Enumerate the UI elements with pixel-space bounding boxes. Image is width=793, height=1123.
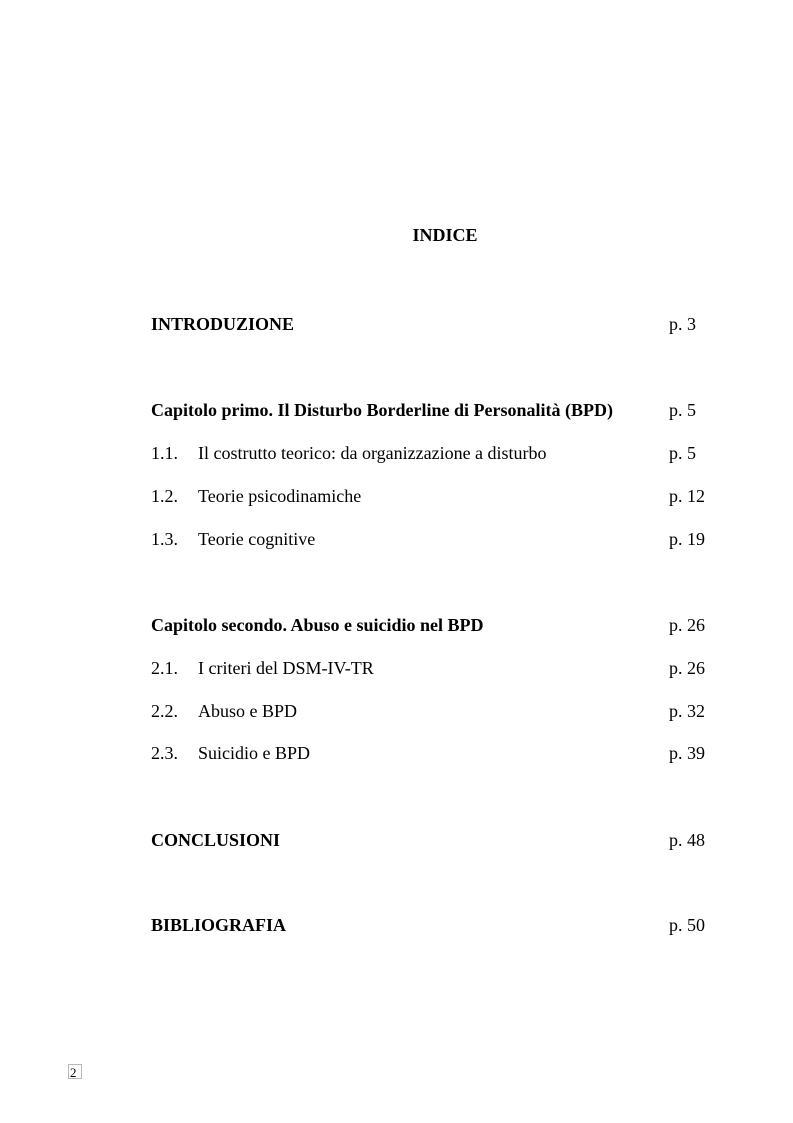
toc-entry-introduzione: [151, 313, 751, 335]
toc-entry-text: Teorie psicodinamiche: [198, 486, 362, 506]
toc-entry-page: p. 50: [669, 915, 705, 935]
toc-entry-text: INTRODUZIONE: [151, 314, 295, 334]
toc-entry-page: p. 5: [669, 400, 696, 420]
toc-entry-page: p. 39: [669, 743, 705, 763]
toc-entry-number: 2.1.: [151, 658, 178, 678]
toc-entry-1-3: [151, 528, 751, 550]
toc-entry-page: p. 26: [669, 615, 705, 635]
page-title: INDICE: [412, 225, 478, 245]
toc-entry-text: Suicidio e BPD: [198, 743, 311, 763]
toc-entry-1-1: [151, 442, 751, 464]
toc-entry-page: p. 48: [669, 830, 705, 850]
toc-entry-page: p. 3: [669, 314, 696, 334]
toc-entry-text: BIBLIOGRAFIA: [151, 915, 287, 935]
page-number: 2: [68, 1064, 82, 1079]
toc-entry-page: p. 32: [669, 701, 705, 721]
toc-entry-chapter-1: [151, 399, 751, 421]
toc-entry-number: 1.3.: [151, 529, 178, 549]
toc-entry-text: I criteri del DSM-IV-TR: [198, 658, 374, 678]
toc-entry-number: 2.2.: [151, 701, 178, 721]
toc-entry-1-2: [151, 485, 751, 507]
toc-entry-text: Capitolo secondo. Abuso e suicidio nel BPD: [151, 615, 484, 635]
toc-entry-2-2: [151, 700, 751, 722]
toc-entry-2-1: [151, 657, 751, 679]
toc-entry-bibliografia: [151, 914, 751, 936]
toc-entry-number: 1.1.: [151, 443, 178, 463]
toc-entry-text: CONCLUSIONI: [151, 830, 281, 850]
toc-entry-page: p. 5: [669, 443, 696, 463]
toc-entry-2-3: [151, 742, 751, 764]
toc-entry-page: p. 12: [669, 486, 705, 506]
toc-entry-conclusioni: [151, 829, 751, 851]
toc-entry-page: p. 26: [669, 658, 705, 678]
toc-entry-page: p. 19: [669, 529, 705, 549]
toc-entry-chapter-2: [151, 614, 751, 636]
toc-entry-number: 1.2.: [151, 486, 178, 506]
toc-entry-text: Teorie cognitive: [198, 529, 316, 549]
toc-entry-number: 2.3.: [151, 743, 178, 763]
toc-entry-text: Capitolo primo. Il Disturbo Borderline di Personalità (BPD): [151, 400, 613, 420]
toc-entry-text: Il costrutto teorico: da organizzazione a disturbo: [198, 443, 547, 463]
toc-entry-text: Abuso e BPD: [198, 701, 298, 721]
